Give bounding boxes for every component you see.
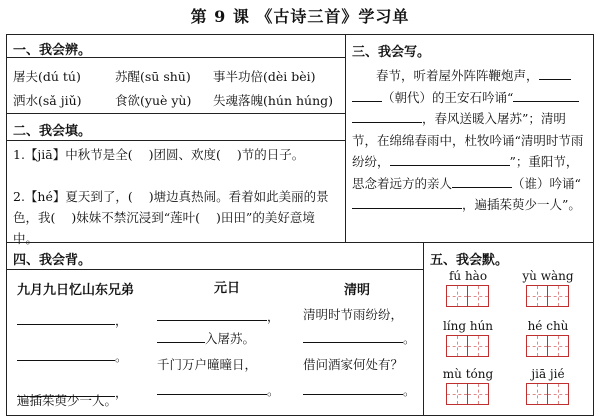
word-item: 失魂落魄(hún húng)	[213, 93, 334, 108]
answer-blank[interactable]	[390, 153, 510, 166]
word-item: 洒水(sǎ jiǔ)	[13, 93, 82, 108]
answer-blank[interactable]	[492, 175, 512, 188]
writing-grid[interactable]	[526, 335, 568, 357]
pinyin-label: líng hún	[442, 319, 494, 333]
section-recite: 四、我会背。 九月九日忆山东兄弟 元日 清明 ， 。 ， 遍插茱萸少一人。 ， 入屠苏。 千门万户曈曈日， 。 清明时节雨纷纷， 。 借问酒家何处有？ 。	[6, 242, 424, 416]
pinyin-label: hé chù	[527, 319, 569, 333]
word-item: 食欲(yuè yù)	[115, 93, 192, 108]
answer-blank[interactable]	[352, 110, 422, 123]
poem-line: 入屠苏。	[205, 331, 256, 346]
writing-grid[interactable]	[446, 335, 488, 357]
writing-grid[interactable]	[446, 383, 488, 405]
answer-blank[interactable]	[303, 382, 403, 395]
section-heading: 一、我会辨。	[13, 43, 92, 58]
answer-blank[interactable]	[513, 89, 579, 102]
section-heading: 四、我会背。	[13, 253, 92, 268]
answer-blank[interactable]	[352, 196, 462, 209]
poem-line: 千门万户曈曈日，	[157, 357, 258, 372]
page-title: 第 9 课 《古诗三首》学习单	[190, 7, 410, 26]
word-item: 苏醒(sū shū)	[115, 69, 191, 84]
answer-blank[interactable]	[157, 330, 205, 343]
pinyin-label: fú hào	[448, 269, 488, 283]
section-heading: 五、我会默。	[430, 253, 509, 268]
pinyin-label: mù tóng	[442, 367, 494, 381]
answer-blank[interactable]	[17, 312, 115, 325]
answer-blank[interactable]	[157, 308, 267, 321]
section-fill	[6, 113, 346, 246]
answer-blank[interactable]	[303, 330, 403, 343]
poem-line: 清明时节雨纷纷，	[303, 307, 404, 322]
poem-title: 九月九日忆山东兄弟	[17, 283, 135, 298]
word-item: 屠夫(dú tú)	[13, 69, 81, 84]
poem-title: 元日	[213, 281, 240, 296]
pinyin-label: yù wàng	[522, 269, 574, 283]
poem-title: 清明	[343, 283, 370, 298]
write-paragraph: 春节，听着屋外阵阵鞭炮声，（朝代）的王安石吟诵“，春风送暖入屠苏”；清明节，在绵绵春雨中，杜牧吟诵“清明时节雨纷纷， ”；重阳节，思念着远方的亲人 （谁）吟诵“，遍插茱萸少一人”。	[352, 68, 584, 212]
section-heading: 二、我会填。	[13, 124, 92, 139]
section-write	[345, 34, 594, 243]
writing-grid[interactable]	[526, 285, 568, 307]
writing-grid[interactable]	[526, 383, 568, 405]
pinyin-label: jiā jié	[531, 367, 565, 381]
answer-blank[interactable]	[17, 348, 115, 361]
writing-grid[interactable]	[446, 285, 488, 307]
section-dictation	[423, 242, 594, 416]
section-heading: 三、我会写。	[352, 45, 431, 60]
fill-question-1: 1.【jiā】中秋节是全( )团圆、欢度( )节的日子。	[13, 147, 305, 162]
answer-blank[interactable]	[452, 175, 492, 188]
answer-blank[interactable]	[352, 89, 382, 102]
section-distinguish	[6, 34, 346, 114]
poem-line: 借问酒家何处有？	[303, 357, 404, 372]
answer-blank[interactable]	[157, 382, 267, 395]
poem-line: 遍插茱萸少一人。	[17, 393, 118, 408]
answer-blank[interactable]	[539, 67, 571, 80]
word-item: 事半功倍(dèi bèi)	[213, 69, 316, 84]
fill-question-2: 2.【hé】夏天到了，( )塘边真热闹。看着如此美丽的景色，我( )妹妹不禁沉浸到“莲叶( )田田”的美好意境中。	[13, 189, 329, 246]
